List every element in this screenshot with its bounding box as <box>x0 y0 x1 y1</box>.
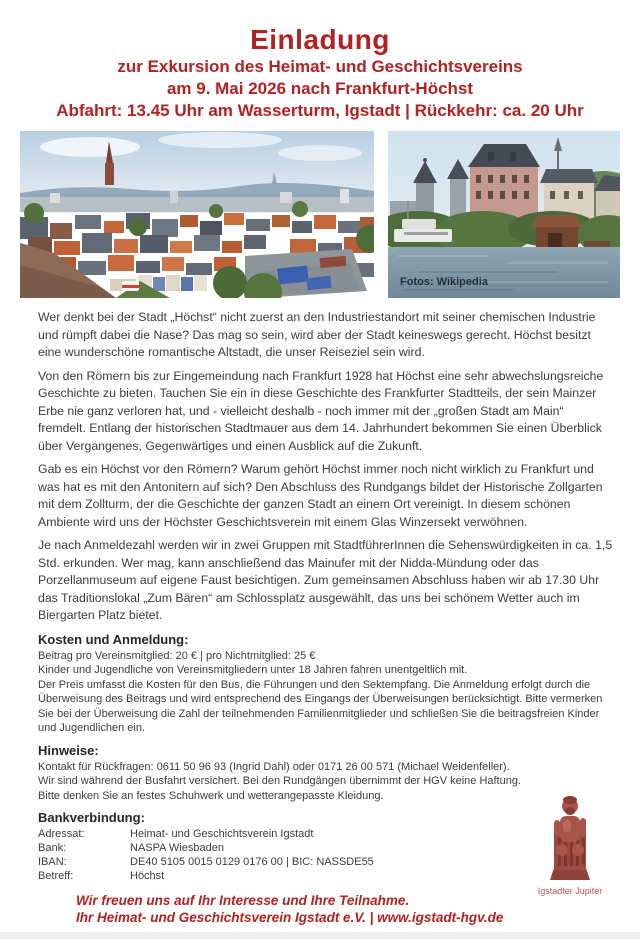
section-bank <box>38 810 614 883</box>
page-title: Einladung <box>250 24 390 55</box>
section-heading-hinweise: Hinweise: <box>38 742 99 758</box>
body-paragraph: Wer denkt bei der Stadt „Höchst“ nicht zuerst an den Industriestandort mit seiner chemischen Industrie und rümpft dabei die Nase? Das mag so sein, wird aber der Stadt keineswegs gerecht. Höchst besitzt eine wunderschöne romantische Altstadt, die unser Reiseziel sein wird. <box>38 310 596 359</box>
main-river-image <box>388 131 620 298</box>
section-kosten <box>38 632 614 736</box>
kosten-line-kinder: Kinder und Jugendliche von Vereinsmitgliedern unter 18 Jahren fahren unentgeltlich mit. <box>38 664 468 676</box>
bank-row <box>38 841 614 855</box>
photo-hoechst-altstadt <box>20 131 374 298</box>
body-paragraph: Je nach Anmeldezahl werden wir in zwei Gruppen mit StadtführerInnen die Sehenswürdigkeiten in ca. 1,5 Std. erkunden. Wer mag, kann anschließend das Mainufer mit der Nidda-Mündung oder das Porzellanmuseum auf eigene Faust besichtigen. Zum gemeinsamen Abschluss haben wir ab 17.30 Uhr das Traditionslokal „Zum Bären“ am Schlossplatz ausgewählt, das uns bei schönem Wetter auch im Biergarten Platz bietet. <box>38 538 613 622</box>
altstadt-aerial-image <box>20 131 374 298</box>
photo-row <box>0 131 640 298</box>
flyer-header <box>0 0 640 122</box>
section-heading-kosten: Kosten und Anmeldung: <box>38 631 189 647</box>
subtitle-line-2: am 9. Mai 2026 nach Frankfurt-Höchst <box>166 79 474 98</box>
page-bottom-edge <box>0 932 640 939</box>
kosten-line-beitrag: Beitrag pro Vereinsmitglied: 20 € | pro Nichtmitglied: 25 € <box>38 649 316 662</box>
section-heading-bank: Bankverbindung: <box>38 810 145 825</box>
bank-value: Höchst <box>130 870 165 882</box>
footer-line-interesse: Wir freuen uns auf Ihr Interesse und Ihre Teilnahme. <box>76 893 410 908</box>
bank-row <box>38 855 614 869</box>
flyer-footer <box>38 892 614 926</box>
hinweise-line-kontakt: Kontakt für Rückfragen: 0611 50 96 93 (Ingrid Dahl) oder 0171 26 00 571 (Michael Weidenfeller). <box>38 760 510 773</box>
statue-caption: Igstadter Jupiter <box>537 886 603 896</box>
photo-main-river <box>388 131 620 298</box>
bank-label: Betreff: <box>38 870 74 882</box>
bank-label: Adressat: <box>38 828 85 840</box>
body-paragraph: Von den Römern bis zur Eingemeindung nach Frankfurt 1928 hat Höchst eine sehr abwechslungsreiche Geschichte zu bieten. Tauchen Sie ein in diese Geschichte des Frankfurter Stadtteils, der sein Mainzer Erbe nie ganz verloren hat, und - vielleicht deshalb - noch immer mit der „großen Stadt am Main“ fremdelt. Entlang der historischen Stadtmauer aus dem 14. Jahrhundert bekommen Sie einen Überblick über Vergangenes, Gegenwärtiges und einen Ausblick auf die Zukunft. <box>38 368 604 453</box>
section-hinweise <box>38 743 614 804</box>
bank-value: DE40 5105 0015 0129 0176 00 | BIC: NASSDE55 <box>130 856 374 868</box>
bank-label: Bank: <box>38 842 67 854</box>
hinweise-line-versicherung: Wir sind während der Busfahrt versichert. Bei den Rundgängen übernimmt der HGV keine Haftung. <box>38 775 522 787</box>
kosten-paragraph: Der Preis umfasst die Kosten für den Bus, die Führungen und den Sektempfang. Die Anmeldung erfolgt durch die Überweisung des Beitrags und wird entsprechend des Eingangs der Überweisungen berücksichtigt. Bitte vermerken Sie bei der Überweisung die Zahl der teilnehmenden Familienmitglieder und schließen Sie die beitragsfreien Kinder und Jugendlichen ein. <box>38 678 603 734</box>
photo-caption: Fotos: Wikipedia <box>400 276 488 288</box>
jupiter-statue-image <box>542 792 598 880</box>
igstadter-jupiter-statue <box>533 792 607 896</box>
bank-value: Heimat- und Geschichtsverein Igstadt <box>130 828 314 840</box>
bank-row <box>38 827 614 841</box>
subtitle-line-3: Abfahrt: 13.45 Uhr am Wasserturm, Igstadt | Rückkehr: ca. 20 Uhr <box>56 101 584 120</box>
subtitle-line-1: zur Exkursion des Heimat- und Geschichtsvereins <box>117 57 523 76</box>
bank-value: NASPA Wiesbaden <box>130 842 224 854</box>
bank-row <box>38 869 614 883</box>
bank-label: IBAN: <box>38 856 67 868</box>
body-paragraph: Gab es ein Höchst vor den Römern? Warum gehört Höchst immer noch nicht wirklich zu Frankfurt und was hat es mit den Antonitern auf sich? Den Abschluss des Rundgangs bildet der Historische Zollgarten mit dem Zollturm, der die Geschichte der ganzen Stadt an einem Ort vereinigt. In diesem schönen Ambiente wird uns der Höchster Geschichtsverein mit einem Glas Winzersekt verwöhnen. <box>38 462 603 529</box>
footer-line-verein: Ihr Heimat- und Geschichtsverein Igstadt e.V. | www.igstadt-hgv.de <box>76 910 504 925</box>
hinweise-line-kleidung: Bitte denken Sie an festes Schuhwerk und wetterangepasste Kleidung. <box>38 789 384 802</box>
